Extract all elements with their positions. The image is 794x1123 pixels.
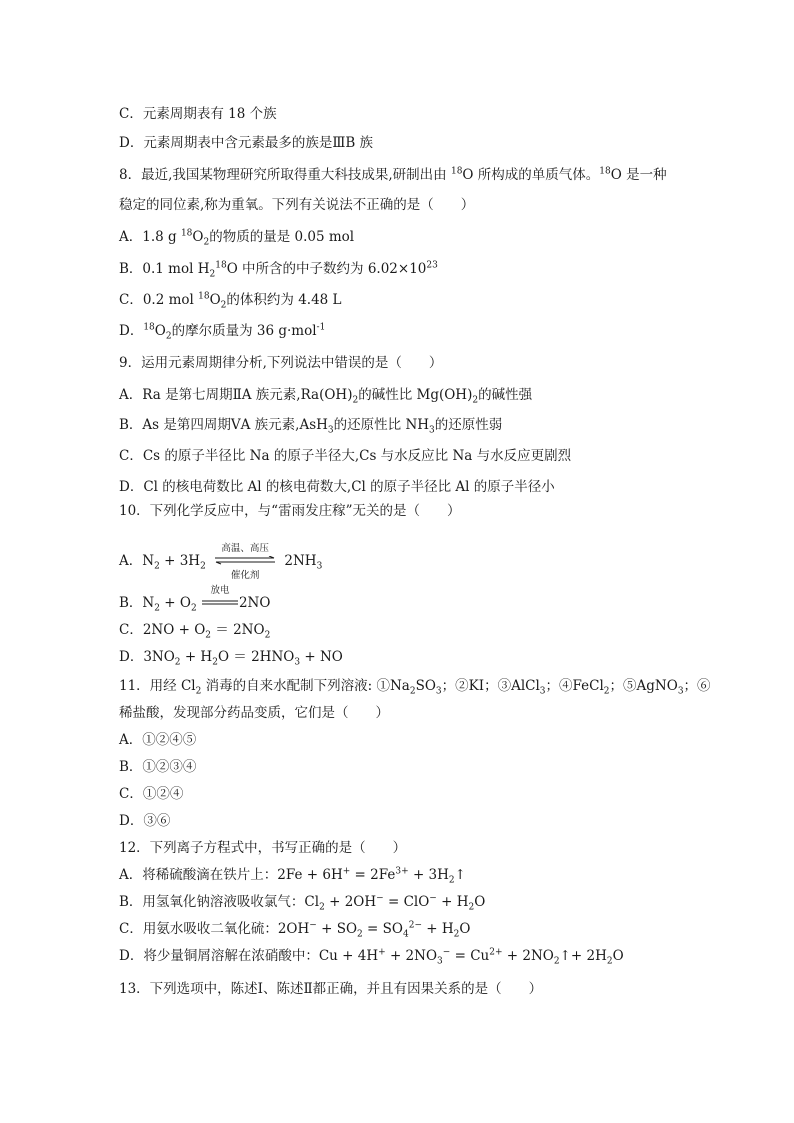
q7-option-c: C．元素周期表有 18 个族 xyxy=(119,106,277,122)
q10-option-b: B．$N_2 + O_2$ 放电 2NO xyxy=(119,584,271,614)
q8-option-d: D．$^{18}O_2$的摩尔质量为 36 g·mol$^{-1}$ xyxy=(119,322,326,342)
q12-option-a: A．将稀硫酸滴在铁片上：$2Fe + 6H^+ = 2Fe^{3+}$ + $3H_2↑$ xyxy=(119,866,466,886)
reversible-arrow-icon: 高温、高压 催化剂 xyxy=(214,553,276,571)
q7-option-d: D．元素周期表中含元素最多的族是ⅢB 族 xyxy=(119,135,374,151)
q9-option-c: C．Cs 的原子半径比 Na 的原子半径大,Cs 与水反应比 Na 与水反应更剧烈 xyxy=(119,448,572,464)
q12-option-d: D．将少量铜屑溶解在浓硝酸中：$Cu + 4H^+ + 2NO_3^- = Cu^{2+}$ + $2NO_2↑+ 2H_2O$ xyxy=(119,947,624,967)
q10-option-a: A．$N_2 + 3H_2$ 高温、高压 催化剂 $2NH_3$ xyxy=(119,542,323,581)
q11-stem-line1: 11．用经 $Cl_2$ 消毒的自来水配制下列溶液: $①Na_2SO_3$；②KI；③AlCl$_3$；④FeCl$_2$；⑤AgNO$_3$；⑥ xyxy=(119,678,711,697)
q10-option-d: D．$3NO_2 + H_2O = 2HNO_3$ + NO xyxy=(119,649,343,668)
q9-option-a: A．Ra 是第七周期ⅡA 族元素$,Ra(OH)_2$的碱性比 $Mg(OH)_2$的碱性强 xyxy=(119,387,533,406)
q11-option-d: D．③⑥ xyxy=(119,813,171,829)
equals-sign-icon: 放电 xyxy=(210,584,230,596)
q12-stem: 12．下列离子方程式中，书写正确的是（ ） xyxy=(119,840,407,856)
q12-option-c: C．用氨水吸收二氧化硫：$2OH^- + SO_2 = SO_4^{2-} + H_2O$ xyxy=(119,920,471,940)
q11-option-b: B．①②③④ xyxy=(119,759,197,775)
q9-stem: 9．运用元素周期律分析,下列说法中错误的是（ ） xyxy=(119,355,443,371)
q8-stem-line2: 稳定的同位素,称为重氧。下列有关说法不正确的是（ ） xyxy=(119,197,475,213)
q8-option-b: B．0.1 mol $H_2^{18}O$ 中所含的中子数约为 $6.02\times 10^{23}$ xyxy=(119,260,438,280)
q8-option-c: C．0.2 mol $^{18}O_2$的体积约为 4.48 L xyxy=(119,291,342,311)
q11-option-a: A．①②④⑤ xyxy=(119,732,197,748)
q11-option-c: C．①②④ xyxy=(119,786,184,802)
q13-stem: 13．下列选项中，陈述Ⅰ、陈述Ⅱ都正确，并且有因果关系的是（ ） xyxy=(119,981,543,997)
q10-stem: 10．下列化学反应中，与“雷雨发庄稼”无关的是（ ） xyxy=(119,503,461,519)
q8-stem-line1: 8．最近,我国某物理研究所取得重大科技成果,研制出由 $^{18}$O 所构成的单质气体。$^{18}$O 是一种 xyxy=(119,166,667,183)
q11-stem-line2: 稀盐酸，发现部分药品变质，它们是（ ） xyxy=(119,705,389,721)
q12-option-b: B．用氢氧化钠溶液吸收氯气：$Cl_2 + 2OH^- = ClO^- + H_2O$ xyxy=(119,893,486,913)
q8-option-a: A．1.8 g $^{18}O_2$的物质的量是 0.05 mol xyxy=(119,228,355,248)
q10-option-c: C．$2NO + O_2 = 2NO_2$ xyxy=(119,622,271,641)
q9-option-b: B．As 是第四周期ⅤA 族元素,AsH$_3$的还原性比 $NH_3$的还原性弱 xyxy=(119,417,503,436)
q9-option-d: D．Cl 的核电荷数比 Al 的核电荷数大,Cl 的原子半径比 Al 的原子半径小 xyxy=(119,479,555,495)
